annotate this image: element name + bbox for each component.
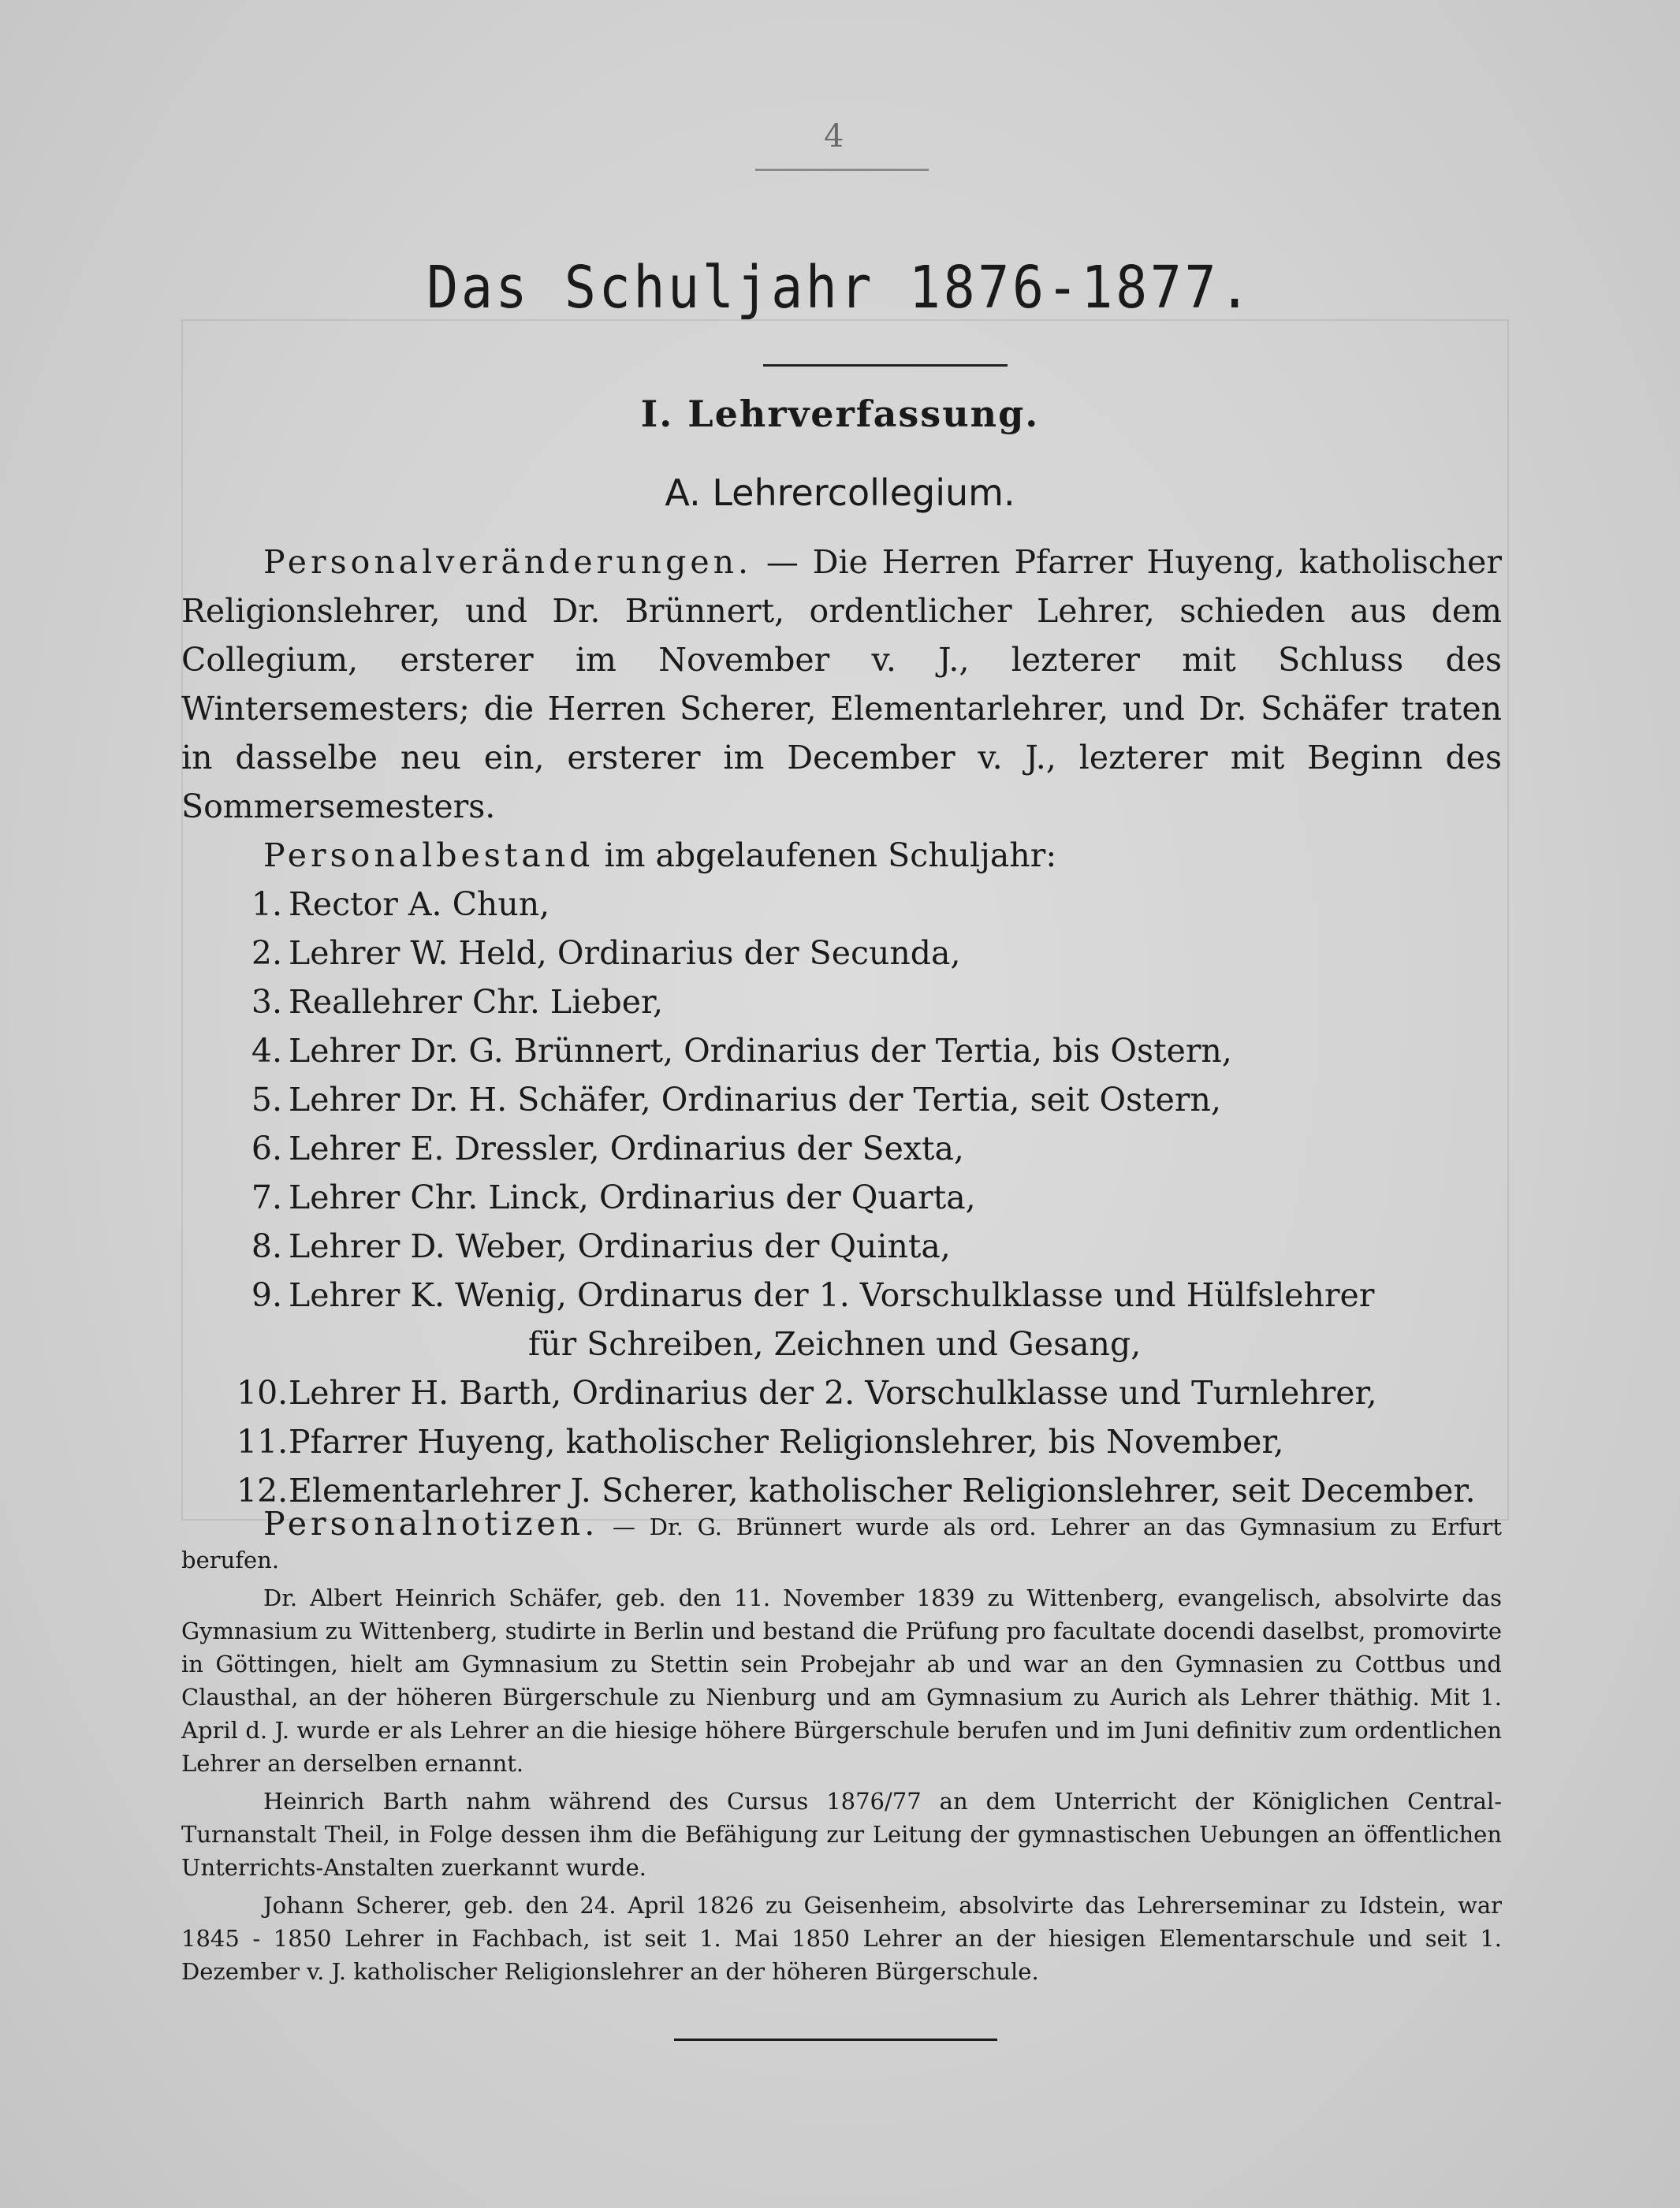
staff-item-number: 11. bbox=[237, 1423, 289, 1461]
staff-item bbox=[181, 1075, 1502, 1124]
title-rule bbox=[763, 364, 1008, 367]
main-text bbox=[181, 538, 1502, 1515]
staff-item-text: Lehrer H. Barth, Ordinarius der 2. Vorschulklasse und Turnlehrer, bbox=[289, 1374, 1377, 1412]
staff-item-text: Lehrer Chr. Linck, Ordinarius der Quarta, bbox=[289, 1178, 976, 1216]
staff-item-text: Lehrer E. Dressler, Ordinarius der Sexta, bbox=[289, 1130, 964, 1167]
bottom-rule bbox=[674, 2039, 997, 2041]
changes-paragraph bbox=[181, 538, 1502, 831]
staff-item-text: Lehrer K. Wenig, Ordinarus der 1. Vorschulklasse und Hülfslehrer bbox=[289, 1276, 1375, 1314]
staff-list bbox=[181, 880, 1502, 1515]
staff-intro bbox=[181, 831, 1502, 880]
changes-text: — Die Herren Pfarrer Huyeng, katholischer Religionslehrer, und Dr. Brünnert, ordentlicher Lehrer, schieden aus dem Collegium, ersterer im November v. J., lezterer mit Schluss des Wintersemesters; die Herren Scherer, Elementarlehrer, und Dr. Schäfer traten in dasselbe neu ein, ersterer im December v. J., lezterer mit Beginn des Sommersemesters. bbox=[181, 543, 1502, 825]
note-paragraph: Heinrich Barth nahm während des Cursus 1876/77 an dem Unterricht der Königlichen Central-Turnanstalt Theil, in Folge dessen ihm die Befähigung zur Leitung der gymnastischen Uebungen an öffentlichen Unterrichts-Anstalten zuerkannt wurde. bbox=[181, 1788, 1502, 1881]
personal-notes bbox=[181, 1507, 1502, 1993]
staff-item bbox=[181, 977, 1502, 1026]
staff-item bbox=[181, 880, 1502, 929]
changes-lead: Personalveränderungen. bbox=[263, 543, 753, 581]
staff-item bbox=[181, 1222, 1502, 1271]
staff-item bbox=[181, 1417, 1502, 1466]
staff-item-number: 5. bbox=[251, 1081, 282, 1119]
staff-item-number: 4. bbox=[251, 1032, 282, 1070]
staff-item-text: Rector A. Chun, bbox=[289, 885, 550, 923]
notes-first bbox=[181, 1507, 1502, 1577]
notes-first-text: — Dr. G. Brünnert wurde als ord. Lehrer an das Gymnasium zu Erfurt berufen. bbox=[181, 1514, 1502, 1573]
notes-lead: Personalnotizen. bbox=[263, 1505, 599, 1543]
school-year-title: Das Schuljahr 1876-1877. bbox=[427, 254, 1253, 322]
staff-item-number: 3. bbox=[251, 983, 282, 1021]
staff-item bbox=[181, 1124, 1502, 1173]
staff-item-number: 8. bbox=[251, 1227, 282, 1265]
staff-item-number: 12. bbox=[237, 1472, 289, 1510]
staff-item bbox=[181, 1271, 1502, 1368]
note-paragraph: Johann Scherer, geb. den 24. April 1826 zu Geisenheim, absolvirte das Lehrerseminar zu Idstein, war 1845 - 1850 Lehrer in Fachbach, ist seit 1. Mai 1850 Lehrer an der hiesigen Elementarschule und seit 1. Dezember v. J. katholischer Religionslehrer an der höheren Bürgerschule. bbox=[181, 1892, 1502, 1985]
staff-item-continuation: für Schreiben, Zeichnen und Gesang, bbox=[528, 1325, 1142, 1363]
top-rule bbox=[755, 169, 929, 171]
staff-item-number: 7. bbox=[251, 1178, 282, 1216]
staff-item-number: 6. bbox=[251, 1130, 282, 1167]
staff-item-text: Lehrer W. Held, Ordinarius der Secunda, bbox=[289, 934, 961, 972]
staff-item bbox=[181, 1026, 1502, 1075]
staff-item-number: 10. bbox=[237, 1374, 289, 1412]
page-number: 4 bbox=[824, 118, 844, 155]
staff-lead: Personalbestand bbox=[263, 836, 594, 874]
staff-item bbox=[181, 1368, 1502, 1417]
staff-item-text: Lehrer Dr. H. Schäfer, Ordinarius der Tertia, seit Ostern, bbox=[289, 1081, 1221, 1119]
staff-item-number: 9. bbox=[251, 1276, 282, 1314]
section-heading: I. Lehrverfassung. bbox=[640, 393, 1040, 435]
note-paragraph: Dr. Albert Heinrich Schäfer, geb. den 11. November 1839 zu Wittenberg, evangelisch, absolvirte das Gymnasium zu Wittenberg, studirte in Berlin und bestand die Prüfung pro facultate docendi daselbst, promovirte in Göttingen, hielt am Gymnasium zu Stettin sein Probejahr ab und war an den Gymnasien zu Cottbus und Clausthal, an der höheren Bürgerschule zu Nienburg und am Gymnasium zu Aurich als Lehrer thäthig. Mit 1. April d. J. wurde er als Lehrer an die hiesige höhere Bürgerschule berufen und im Juni definitiv zum ordentlichen Lehrer an derselben ernannt. bbox=[181, 1584, 1502, 1777]
subsection-heading: A. Lehrercollegium. bbox=[665, 471, 1015, 514]
staff-item-text: Lehrer D. Weber, Ordinarius der Quinta, bbox=[289, 1227, 951, 1265]
staff-intro-text: im abgelaufenen Schuljahr: bbox=[594, 836, 1057, 874]
staff-item-text: Lehrer Dr. G. Brünnert, Ordinarius der Tertia, bis Ostern, bbox=[289, 1032, 1232, 1070]
staff-item bbox=[181, 929, 1502, 977]
staff-item-number: 2. bbox=[251, 934, 282, 972]
staff-item-number: 1. bbox=[251, 885, 282, 923]
staff-item-text: Pfarrer Huyeng, katholischer Religionslehrer, bis November, bbox=[289, 1423, 1284, 1461]
staff-item-text: Elementarlehrer J. Scherer, katholischer Religionslehrer, seit December. bbox=[289, 1472, 1476, 1510]
staff-item bbox=[181, 1173, 1502, 1222]
staff-item-text: Reallehrer Chr. Lieber, bbox=[289, 983, 664, 1021]
